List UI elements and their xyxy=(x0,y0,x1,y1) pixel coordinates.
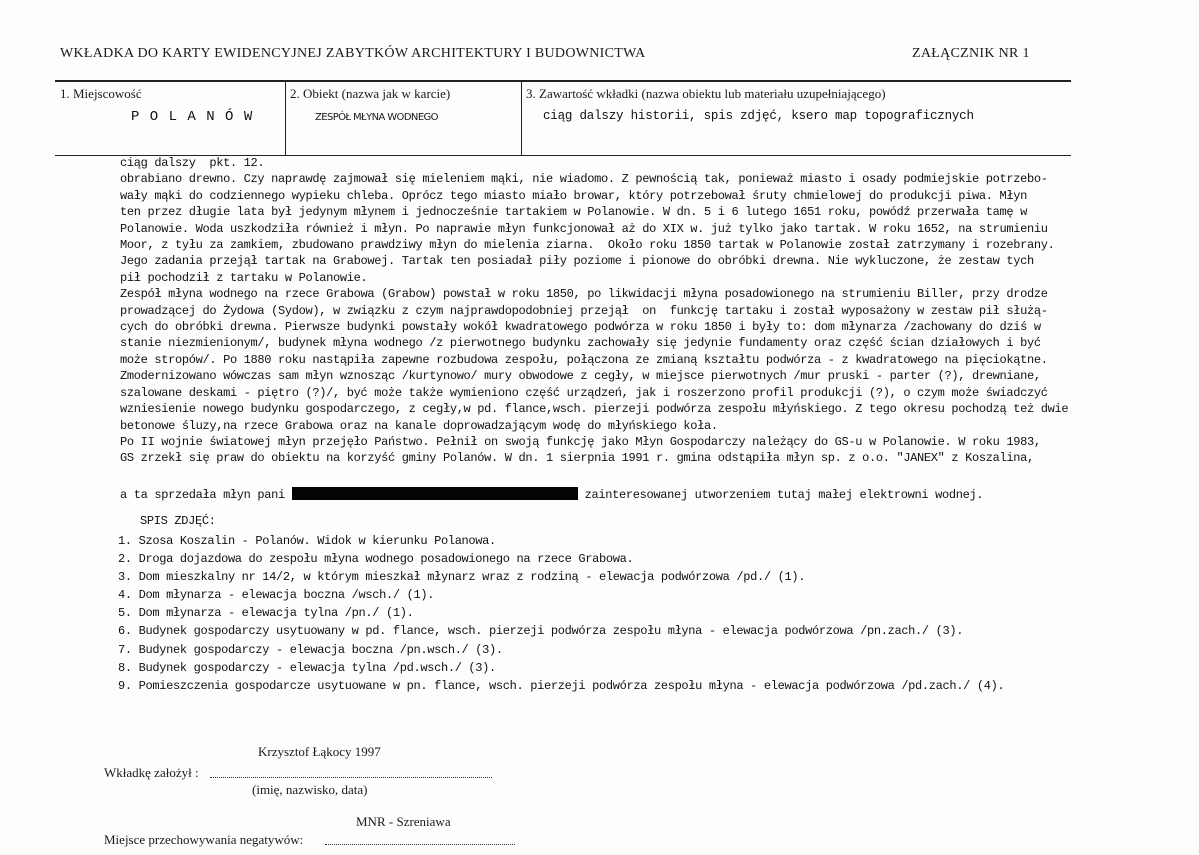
photo-list-title: SPIS ZDJĘĆ: xyxy=(140,514,216,528)
history-line: Zmodernizowano wówczas sam młyn wznosząc /kurtynowo/ mury obwodowe z cegły, w miejsce pierwotnych /mur pruski - parter (?), drewniane, xyxy=(120,369,1041,384)
photo-list-item: 7. Budynek gospodarczy - elewacja boczna /pn.wsch./ (3). xyxy=(118,642,503,657)
history-line: stanie niezmienionym/, budynek młyna wodnego /z pierwotnego budynku zachowały się jedynie fundamenty oraz część ścian działowych i być xyxy=(120,336,1041,351)
field-label-object: 2. Obiekt (nazwa jak w karcie) xyxy=(290,86,451,101)
history-line: prowadzącej do Żydowa (Sydow), w związku z czym najprawdopodobniej przejął on funkcję tartaku i został wyposażony w zestaw pił służą- xyxy=(120,303,1048,318)
author-hint: (imię, nazwisko, data) xyxy=(252,782,368,797)
history-line: wzniesienie nowego budynku gospodarczego, z cegły,w pd. flance,wsch. pierzeji podwórza zespołu młyńskiego. Z tego okresu pochodzą też dwie xyxy=(120,402,1069,417)
history-line: Polanowie. Woda uszkodziła również i młyn. Po naprawie młyn funkcjonował aż do XIX w. już tylko jako tartak. W roku 1652, na strumieniu xyxy=(120,221,1048,236)
history-line: Moor, z tyłu za zamkiem, zbudowano prawdziwy młyn do mielenia ziarna. Około roku 1850 tartak w Polanowie został zatrzymany i rozebrany. xyxy=(120,238,1055,253)
field-label-locality: 1. Miejscowość xyxy=(60,86,142,101)
history-line: Jego zadania przejął tartak na Grabowej. Tartak ten posiadał piły poziome i pionowe do obróbki drewna. Nie wykluczone, że zestaw tych xyxy=(120,254,1034,269)
table-divider-2 xyxy=(521,80,522,156)
history-line: Zespół młyna wodnego na rzece Grabowa (Grabow) powstał w roku 1850, po likwidacji młyna posadowionego na strumieniu Biller, przy drodze xyxy=(120,287,1048,302)
field-value-object: ZESPÓŁ MŁYNA WODNEGO xyxy=(315,112,438,123)
annex-label: ZAŁĄCZNIK NR 1 xyxy=(912,46,1030,61)
photo-list-item: 8. Budynek gospodarczy - elewacja tylna /pd.wsch./ (3). xyxy=(118,660,496,675)
history-line: ciąg dalszy pkt. 12. xyxy=(120,156,265,170)
author-dotted-line xyxy=(210,776,492,778)
photo-list-item: 2. Droga dojazdowa do zespołu młyna wodnego posadowionego na rzece Grabowa. xyxy=(118,552,634,567)
storage-dotted-line xyxy=(325,843,515,845)
field-value-locality: P O L A N Ó W xyxy=(131,109,254,125)
history-line: szalowane deskami - piętro (?)/, być może także wymieniono część urządzeń, jak i roszerzono profil produkcji (?), o czym może świadczyć xyxy=(120,385,1048,400)
table-divider-1 xyxy=(285,80,286,156)
history-line: betonowe śluzy,na rzece Grabowa oraz na kanale doprowadzającym wodę do młyńskiego koła. xyxy=(120,418,718,433)
author-label: Wkładkę założył : xyxy=(104,765,199,780)
field-value-content: ciąg dalszy historii, spis zdjęć, ksero map topograficznych xyxy=(543,109,974,123)
field-label-content: 3. Zawartość wkładki (nazwa obiektu lub materiału uzupełniającego) xyxy=(526,86,886,101)
history-line: cych do obróbki drewna. Pierwsze budynki powstały wokół kwadratowego podwórza w roku 1850 i były to: dom młynarza /zachowany do dziś w xyxy=(120,320,1041,335)
history-text xyxy=(120,155,1068,467)
storage-label: Miejsce przechowywania negatywów: xyxy=(104,832,304,847)
photo-list xyxy=(118,532,1004,695)
last-line-before: a ta sprzedała młyn pani xyxy=(120,488,292,502)
author-value: Krzysztof Łąkocy 1997 xyxy=(258,744,381,759)
history-last-line xyxy=(120,487,983,503)
photo-list-item: 3. Dom mieszkalny nr 14/2, w którym mieszkał młynarz wraz z rodziną - elewacja podwórzowa /pd./ (1). xyxy=(118,570,806,585)
history-line: wały mąki do codziennego wypieku chleba. Oprócz tego miasto miało browar, który potrzebował śruty chmielowej do produkcji piwa. Młyn xyxy=(120,188,1027,203)
redaction-bar xyxy=(292,487,578,500)
photo-list-item: 4. Dom młynarza - elewacja boczna /wsch./ (1). xyxy=(118,588,435,603)
history-line: pił pochodził z tartaku w Polanowie. xyxy=(120,270,368,285)
photo-list-item: 1. Szosa Koszalin - Polanów. Widok w kierunku Polanowa. xyxy=(118,534,496,548)
history-line: ten przez długie lata był jedynym młynem i jednocześnie tartakiem w Polanowie. W dn. 5 i 6 lutego 1651 roku, powódź przerwała tamę w xyxy=(120,205,1027,220)
history-line: obrabiano drewno. Czy naprawdę zajmował się mieleniem mąki, nie wiadomo. Z pewnością tak, ponieważ miasto i osady podmiejskie potrzebo- xyxy=(120,172,1048,187)
form-title: WKŁADKA DO KARTY EWIDENCYJNEJ ZABYTKÓW ARCHITEKTURY I BUDOWNICTWA xyxy=(60,46,646,61)
history-line: może stropów/. Po 1880 roku nastąpiła zapewne rozbudowa zespołu, połączona ze zmianą kształtu podwórza - z kwadratowego na pięciokątne. xyxy=(120,352,1048,367)
photo-list-item: 5. Dom młynarza - elewacja tylna /pn./ (1). xyxy=(118,606,414,621)
photo-list-item: 6. Budynek gospodarczy usytuowany w pd. flance, wsch. pierzeji podwórza zespołu młyna - elewacja podwórzowa /pn.zach./ (3). xyxy=(118,624,964,639)
last-line-after: zainteresowanej utworzeniem tutaj małej elektrowni wodnej. xyxy=(577,488,984,502)
table-top-rule xyxy=(55,80,1071,82)
storage-value: MNR - Szreniawa xyxy=(356,814,451,829)
photo-list-item: 9. Pomieszczenia gospodarcze usytuowane w pn. flance, wsch. pierzeji podwórza zespołu młyna - elewacja podwórzowa /pd.zach./ (4). xyxy=(118,678,1005,693)
history-line: GS zrzekł się praw do obiektu na korzyść gminy Polanów. W dn. 1 sierpnia 1991 r. gmina odstąpiła młyn sp. z o.o. "JANEX" z Koszalina, xyxy=(120,451,1034,466)
history-line: Po II wojnie światowej młyn przejęło Państwo. Pełnił on swoją funkcję jako Młyn Gospodarczy należący do GS-u w Polanowie. W roku 1983, xyxy=(120,434,1041,449)
